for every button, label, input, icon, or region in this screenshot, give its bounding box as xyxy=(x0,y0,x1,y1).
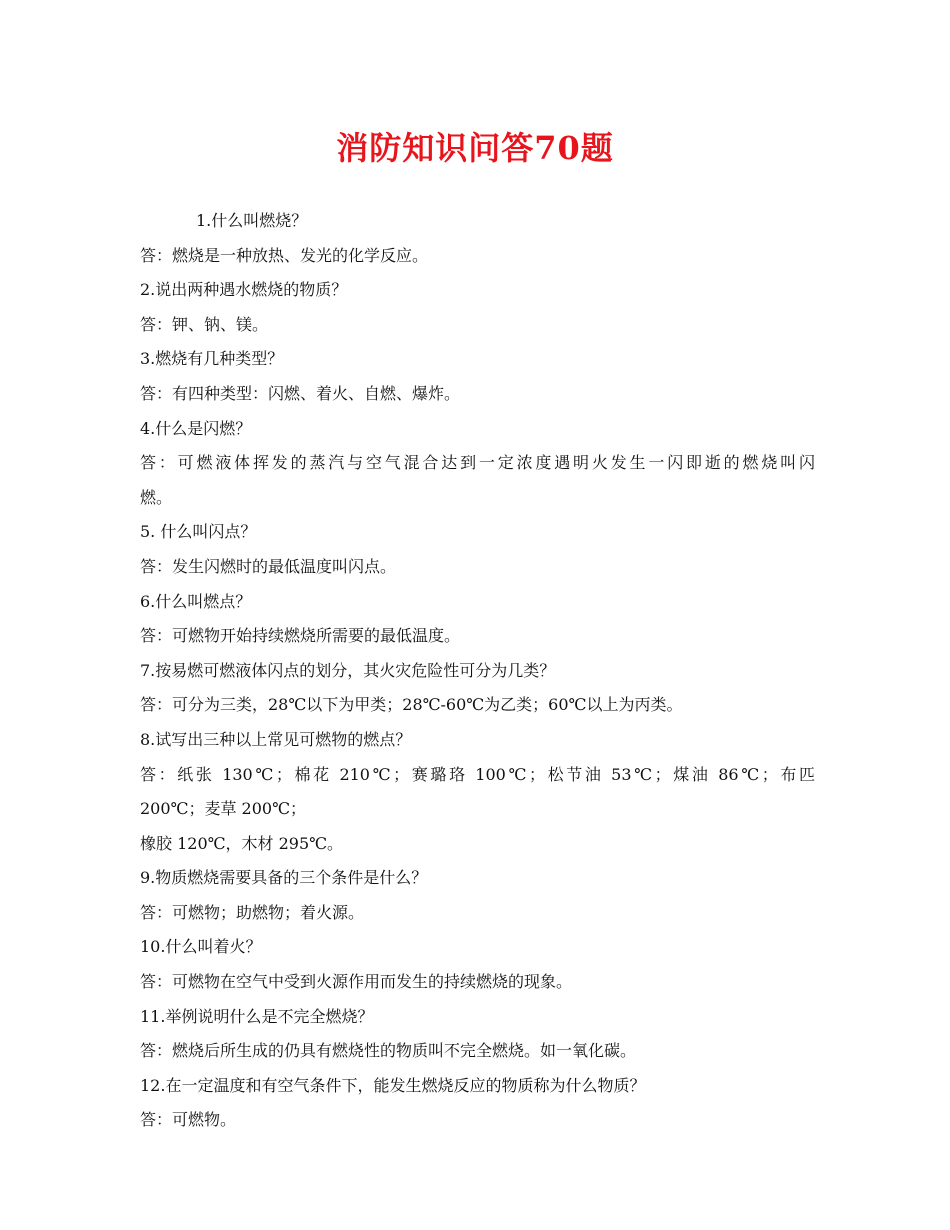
question-line: 9.物质燃烧需要具备的三个条件是什么？ xyxy=(140,868,428,888)
answer-line: 答：有四种类型：闪燃、着火、自燃、爆炸。 xyxy=(140,383,461,403)
question-line: 8.试写出三种以上常见可燃物的燃点？ xyxy=(140,729,412,749)
question-line: 12.在一定温度和有空气条件下，能发生燃烧反应的物质称为什么物质？ xyxy=(140,1075,646,1095)
answer-line-continued: 橡胶 120℃，木材 295℃。 xyxy=(140,833,344,853)
question-line: 11.举例说明什么是不完全燃烧？ xyxy=(140,1006,374,1026)
answer-line-continued: 燃。 xyxy=(140,487,173,507)
question-line: 1.什么叫燃烧？ xyxy=(196,211,308,230)
question-line: 4.什么是闪燃？ xyxy=(140,418,252,438)
question-line: 10.什么叫着火？ xyxy=(140,937,262,957)
answer-line: 答：纸张 130℃；棉花 210℃；赛璐珞 100℃；松节油 53℃；煤油 86℃；布匹 xyxy=(140,764,815,784)
answer-line: 答：可燃物在空气中受到火源作用而发生的持续燃烧的现象。 xyxy=(140,972,573,992)
answer-line: 答：可分为三类，28℃以下为甲类；28℃-60℃为乙类；60℃以上为丙类。 xyxy=(140,695,683,715)
question-line: 6.什么叫燃点？ xyxy=(140,591,252,611)
answer-line: 答：可燃物；助燃物；着火源。 xyxy=(140,902,365,922)
answer-line: 答：可燃物开始持续燃烧所需要的最低温度。 xyxy=(140,626,461,646)
question-line: 2.说出两种遇水燃烧的物质？ xyxy=(140,280,348,300)
answer-line: 答：燃烧后所生成的仍具有燃烧性的物质叫不完全燃烧。如一氧化碳。 xyxy=(140,1041,637,1061)
question-line: 3.燃烧有几种类型？ xyxy=(140,349,284,369)
question-line: 5. 什么叫闪点？ xyxy=(140,522,257,542)
answer-line: 答：可燃物。 xyxy=(140,1110,237,1130)
qa-body xyxy=(140,204,815,1138)
page-title: 消防知识问答70题 xyxy=(336,129,614,167)
answer-line: 答：燃烧是一种放热、发光的化学反应。 xyxy=(140,245,429,265)
question-line: 7.按易燃可燃液体闪点的划分，其火灾危险性可分为几类？ xyxy=(140,660,556,680)
answer-line: 答：钾、钠、镁。 xyxy=(140,314,269,334)
answer-line-continued: 200℃；麦草 200℃； xyxy=(140,799,306,819)
answer-line: 答：发生闪燃时的最低温度叫闪点。 xyxy=(140,556,397,576)
answer-line: 答：可燃液体挥发的蒸汽与空气混合达到一定浓度遇明火发生一闪即逝的燃烧叫闪 xyxy=(140,453,815,473)
